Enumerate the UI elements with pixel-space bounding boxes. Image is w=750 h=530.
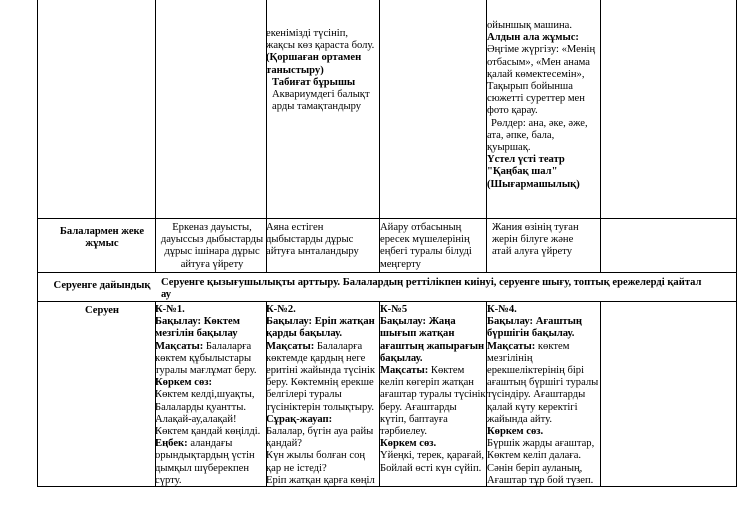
grid-line-vertical xyxy=(600,0,601,272)
text-line: бақылау. xyxy=(380,352,423,364)
bold-label: Мақсаты: xyxy=(380,365,429,377)
walk-label: Серуен xyxy=(84,305,119,316)
text-line: К-№4. xyxy=(487,304,517,315)
text-line: (Қоршаған ортамен xyxy=(266,52,362,64)
text-line: К-№2. xyxy=(266,304,296,315)
text-line: еңбегі туралы білуді xyxy=(380,246,472,258)
text-line: ерекшеліктерінің бірі xyxy=(487,365,585,377)
text-line: К-№1. xyxy=(155,304,185,315)
text-line: Бақылау: Ағаштың xyxy=(487,316,582,328)
text-line: Алақай-ау,алақай! xyxy=(155,413,237,425)
text-line: Еркеназ дауысты, xyxy=(172,222,252,233)
text-line: ата, әпке, бала, xyxy=(487,129,555,141)
grid-line-horizontal xyxy=(37,486,736,487)
text-line: Балалар, бүгін ауа райы xyxy=(266,426,374,438)
text-line: Айару отбасының xyxy=(380,222,462,233)
text-line: ағаштар туралы түсінік xyxy=(380,389,486,401)
text-line: Жания өзінің туған xyxy=(492,222,579,233)
walk-col3 xyxy=(266,304,379,487)
text-line: мезгілінің xyxy=(487,352,533,364)
text-line: орындықтардың үстін xyxy=(155,450,255,462)
individual-work-col4 xyxy=(380,222,486,271)
text-line: еритіні жайында түсінік xyxy=(266,365,376,377)
text-line: Көркем сөз. xyxy=(380,438,437,450)
text-line: Мақсаты: Балаларға xyxy=(155,340,252,352)
text-line: дұрыс ішінара дұрыс xyxy=(164,246,260,258)
text-line: шығып жатқан xyxy=(380,328,455,340)
text-line: Табиғат бұрышы xyxy=(272,76,356,88)
text-line: Еріп жатқан қарға көңіл xyxy=(266,474,375,486)
text-line: Күн жылы болған соң xyxy=(266,450,366,462)
text-line: ағаштың жапырағын xyxy=(380,340,485,352)
text-line: К-№5 xyxy=(380,304,408,315)
text-line: отбасым», «Мен анама xyxy=(487,56,590,68)
individual-work-col2 xyxy=(158,222,266,271)
text-line: ойыншық машина. xyxy=(487,20,573,31)
text-line: Бақылау: Еріп жатқан xyxy=(266,316,375,328)
text-line: Серуенге қызығушылықты арттыру. Балалардың реттілікпен киінуі, серуенге шығу, топтық ережелерді қайтал xyxy=(161,277,702,288)
text-line: күтіп, баптауға xyxy=(380,413,448,425)
text-line: тәрбиелеу. xyxy=(380,426,427,438)
text-line: Үйеңкі, терек, қарағай, xyxy=(380,450,485,462)
bold-label: Мақсаты: xyxy=(487,340,536,352)
text-line: Сәнін беріп ауланың, xyxy=(487,462,583,474)
text-line: дауыссыз дыбыстарды xyxy=(160,234,264,246)
grid-line-vertical xyxy=(600,301,601,487)
text-line: Көркем сөз. xyxy=(487,426,544,438)
text-line: ересек мүшелерінің xyxy=(380,234,470,246)
text-line: фото қарау. xyxy=(487,105,538,117)
text-line: Көктем келіп далаға. xyxy=(487,450,582,462)
text-line: келіп көгеріп жатқан xyxy=(380,377,474,389)
text-line: айтуға үйрету xyxy=(180,258,244,270)
text-line: таныстыру) xyxy=(266,64,324,76)
bold-label: Мақсаты: xyxy=(266,340,315,352)
walk-preparation-label: Серуенге дайындық xyxy=(53,280,151,291)
text-line: Тақырып бойынша xyxy=(487,81,573,93)
text-line: "Қаңбақ шал" xyxy=(487,166,558,178)
text-line: Мақсаты: көктем xyxy=(487,340,570,352)
text-line: көктемде қардың неге xyxy=(266,352,366,364)
text-line: (Шығармашылық) xyxy=(487,178,580,190)
text-line: жақсы көз қараста болу. xyxy=(266,40,375,52)
walk-col4 xyxy=(380,304,486,475)
text-line: Бақылау: Көктем xyxy=(155,316,240,328)
text-line: ағаштың бүршігі туралы xyxy=(487,377,599,389)
text-line: Көркем сөз: xyxy=(155,377,213,389)
text-line: Рөлдер: ана, әке, әже, xyxy=(491,117,588,129)
text-line: Бойлай өсті күн сүйіп. xyxy=(380,462,482,474)
text-line: Мақсаты: Балаларға xyxy=(266,340,363,352)
walk-col5 xyxy=(487,304,600,487)
text-line: жайында айту. xyxy=(487,413,552,425)
text-line: Көктем қандай көңілді. xyxy=(155,426,261,438)
text-line: туралы мағлұмат беру. xyxy=(155,365,257,377)
text-line: белгілері туралы xyxy=(266,389,342,401)
text-line: Бүршік жарды ағаштар, xyxy=(487,438,595,450)
bold-label: Еңбек: xyxy=(155,438,188,450)
text-line: түсініктерін толықтыру. xyxy=(266,401,375,413)
text-line: Үстел үсті театр xyxy=(487,154,565,166)
text-line: екенімізді түсініп, xyxy=(266,28,349,39)
text-line: Ағаштар тұр бой түзеп. xyxy=(487,474,594,486)
grid-line-horizontal xyxy=(37,272,736,273)
text-line: мезгілін бақылау xyxy=(155,328,238,340)
text-line: беру. Ағаштарды xyxy=(380,401,457,413)
text-line: бүршігін бақылау. xyxy=(487,328,575,340)
individual-work-label xyxy=(46,226,158,250)
text-line: қарды бақылау. xyxy=(266,328,342,340)
text-line: түсіндіру. Ағаштарды xyxy=(487,389,586,401)
individual-work-col3 xyxy=(266,222,378,259)
top-row-col5 xyxy=(487,20,599,191)
text-line: Мақсаты: Көктем xyxy=(380,365,465,377)
grid-line-vertical xyxy=(736,0,737,487)
text-line: Әңгіме жүргізу: «Менің xyxy=(487,44,596,56)
walk-preparation-text xyxy=(161,277,733,301)
text-line: қалай көмектесемін», xyxy=(487,68,585,80)
text-line: жұмыс xyxy=(85,238,119,250)
text-line: Аквариумдегі балықт xyxy=(272,89,370,101)
text-line: Сұрақ-жауап: xyxy=(266,413,333,425)
top-row-col3 xyxy=(266,28,378,113)
text-line: айтуға ынталандыру xyxy=(266,246,359,258)
text-line: сюжетті суреттер мен xyxy=(487,93,585,105)
text-line: арды тамақтандыру xyxy=(272,101,362,113)
grid-line-horizontal xyxy=(37,218,736,219)
text-line: Бақылау: Жаңа xyxy=(380,316,456,328)
text-line: Еңбек: аландағы xyxy=(155,438,233,450)
text-line: жерін білуге және xyxy=(492,234,574,246)
text-line: көктем құбылыстары xyxy=(155,352,252,364)
text-line: беру. Көктемнің ерекше xyxy=(266,377,374,389)
grid-line-vertical xyxy=(37,0,38,487)
text-line: атай алуға үйрету xyxy=(492,246,573,258)
text-line: Балалармен жеке xyxy=(59,226,145,237)
text-line: қуыршақ. xyxy=(487,142,531,154)
text-line: Көктем келді,шуақты, xyxy=(155,389,255,401)
text-line: Аяна естіген xyxy=(266,222,324,233)
text-line: қар не істеді? xyxy=(266,462,327,474)
text-line: дыбыстарды дұрыс xyxy=(266,234,354,246)
text-line: қалай күту керектігі xyxy=(487,401,578,413)
text-line: Алдын ала жұмыс: xyxy=(487,32,579,44)
walk-col2 xyxy=(155,304,266,487)
text-line: ау xyxy=(161,289,172,301)
individual-work-col5 xyxy=(492,222,600,259)
text-line: Балаларды қуантты. xyxy=(155,401,246,413)
bold-label: Мақсаты: xyxy=(155,340,204,352)
text-line: қандай? xyxy=(266,438,302,450)
text-line: меңгерту xyxy=(380,258,421,270)
text-line: дымқыл шүберекпен xyxy=(155,462,250,474)
text-line: сүрту. xyxy=(155,474,182,486)
